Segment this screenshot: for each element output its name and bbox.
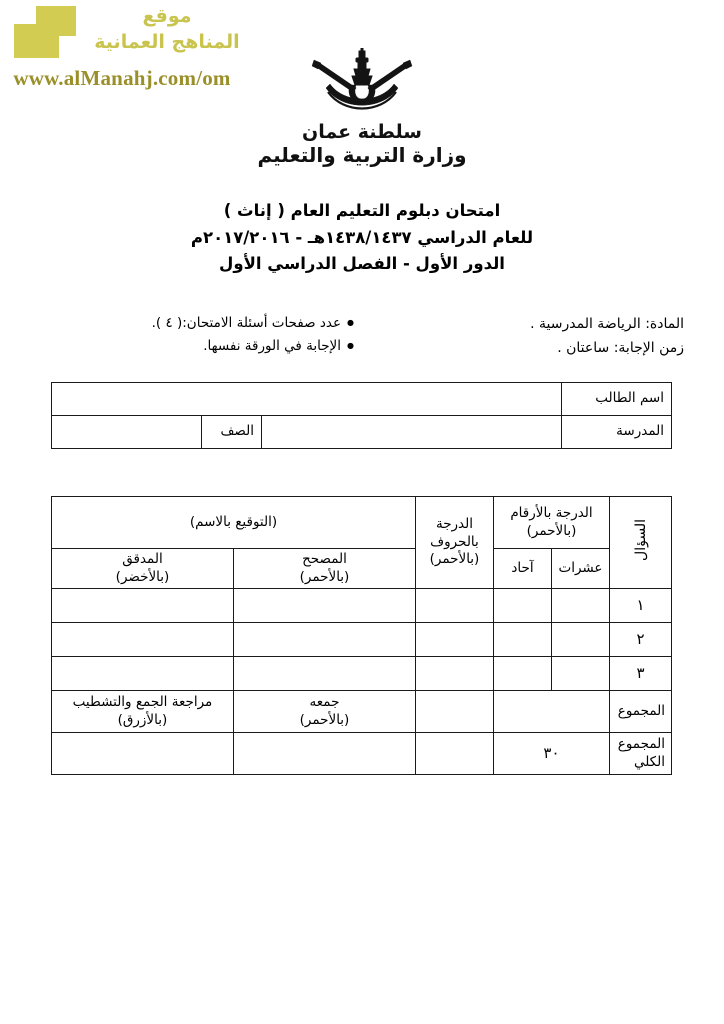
exam-page-count: ● عدد صفحات أسئلة الامتحان:( ٤ ). [152,312,354,335]
total-auditor-l1: مراجعة الجمع والتشطيب [72,694,213,711]
total-auditor-note [51,691,233,733]
student-name-field[interactable] [51,383,561,416]
exam-duration: زمن الإجابة: ساعتان . [557,340,684,357]
table-row [51,416,671,449]
signature-header: (التوقيع بالاسم) [51,497,415,549]
grading-header-row-2 [51,549,671,589]
exam-title-line1: امتحان دبلوم التعليم العام ( إناث ) [223,201,501,220]
letter-grade-field[interactable] [415,589,493,623]
numeric-grade-header-sub: (بالأحمر) [526,522,577,539]
letter-grade-header-l3: (بالأحمر) [429,551,480,568]
tens-field[interactable] [552,589,610,623]
ones-field[interactable] [493,657,551,691]
grand-total-row [51,733,671,775]
tens-field[interactable] [552,657,610,691]
question-number: ١ [610,589,672,623]
auditor-label: المدقق [122,551,163,567]
numeric-grade-header-title: الدرجة بالأرقام [510,504,593,521]
letter-grade-field[interactable] [415,657,493,691]
corrector-signature-field[interactable] [233,623,415,657]
exam-subject: المادة: الرياضة المدرسية . [530,316,684,332]
grand-total-letter-field[interactable] [415,733,493,775]
site-logo-line2: المناهج العمانية [94,30,240,53]
corrector-signature-field[interactable] [233,589,415,623]
ministry-emblem-block [0,48,724,167]
emblem-ministry-name: وزارة التربية والتعليم [257,142,467,167]
total-corrector-l1: جمعه [309,694,340,711]
grading-table [51,496,672,775]
class-field[interactable] [51,416,201,449]
grand-total-label-l1: المجموع [617,736,665,753]
student-name-label: اسم الطالب [562,383,672,416]
ones-field[interactable] [493,623,551,657]
emblem-country-name: سلطنة عمان [302,121,422,143]
total-auditor-l2: (بالأزرق) [117,711,168,728]
question-column-header [610,497,672,589]
table-row [51,657,671,691]
tens-field[interactable] [552,623,610,657]
corrector-label: المصحح [302,551,347,567]
grading-header-row-1 [51,497,671,549]
letter-grade-header-l2: بالحروف [430,533,479,550]
corrector-signature-field[interactable] [233,657,415,691]
tens-column-header: عشرات [552,549,610,589]
exam-info-left [152,312,354,358]
total-numeric-field[interactable] [493,691,609,733]
total-corrector-l2: (بالأحمر) [299,711,350,728]
grand-total-label-l2: الكلي [633,753,665,770]
auditor-signature-field[interactable] [51,589,233,623]
question-number: ٢ [610,623,672,657]
total-letter-field[interactable] [415,691,493,733]
exam-title-block [0,198,724,278]
question-number: ٣ [610,657,672,691]
ones-column-header: آحاد [493,549,551,589]
site-logo-line1: موقع [142,5,192,27]
table-row [51,383,671,416]
total-label: المجموع [610,691,672,733]
class-label: الصف [202,416,262,449]
site-url: www.alManahj.com/om [13,66,231,90]
auditor-sub: (بالأخضر) [115,568,170,585]
exam-answer-note: ● الإجابة في الورقة نفسها. [152,335,354,358]
table-row [51,589,671,623]
numeric-grade-header [493,497,609,549]
exam-title-line3: الدور الأول - الفصل الدراسي الأول [219,254,505,274]
grand-total-corrector-field[interactable] [233,733,415,775]
question-column-header-text: السؤال [632,518,649,561]
student-info-table [51,382,672,449]
letter-grade-field[interactable] [415,623,493,657]
grand-total-auditor-field[interactable] [51,733,233,775]
ones-field[interactable] [493,589,551,623]
oman-national-emblem-icon [302,48,422,126]
letter-grade-header [415,497,493,589]
total-corrector-note [233,691,415,733]
auditor-column-header [51,549,233,589]
corrector-column-header [233,549,415,589]
total-row [51,691,671,733]
grand-total-value: ٣٠ [493,733,609,775]
school-field[interactable] [262,416,562,449]
corrector-sub: (بالأحمر) [299,568,350,585]
auditor-signature-field[interactable] [51,657,233,691]
table-row [51,623,671,657]
auditor-signature-field[interactable] [51,623,233,657]
exam-title-line2: للعام الدراسي ١٤٣٨/١٤٣٧هـ - ٢٠١٧/٢٠١٦م [190,227,534,247]
exam-info-right [530,312,684,360]
grand-total-label [610,733,672,775]
exam-info-block [40,312,684,368]
school-label: المدرسة [562,416,672,449]
letter-grade-header-l1: الدرجة [435,516,474,533]
